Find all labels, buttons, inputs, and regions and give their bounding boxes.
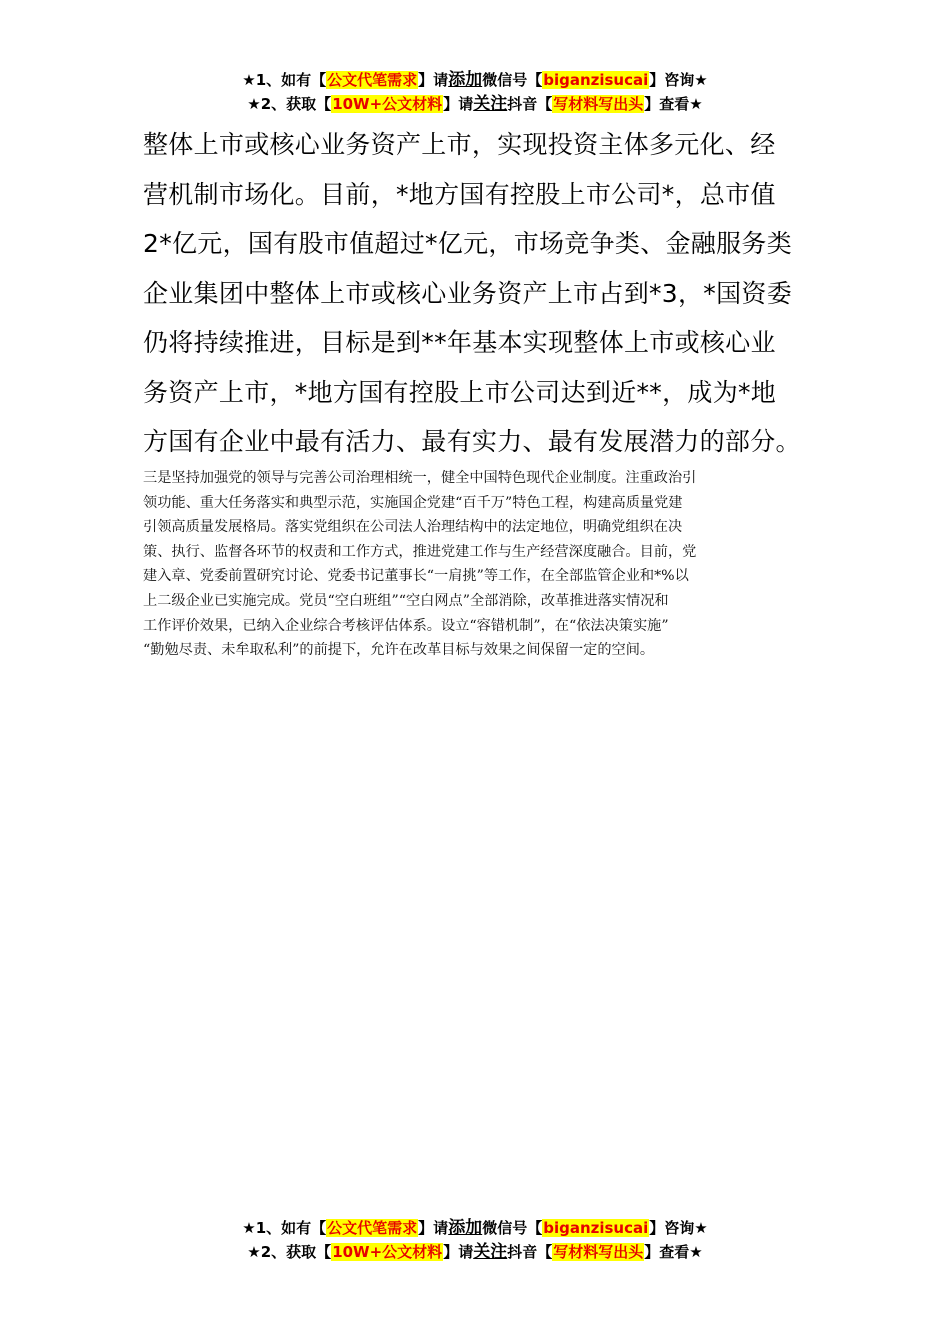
- banner-highlight: 写材料写出头: [553, 95, 644, 113]
- banner-text: 】请: [418, 71, 449, 89]
- paragraph-line: 方国有企业中最有活力、最有实力、最有发展潜力的部分。: [143, 427, 801, 456]
- bottom-banner: [0, 1216, 950, 1264]
- banner-highlight: 10W+公文材料: [332, 95, 443, 113]
- paragraph-line: 整体上市或核心业务资产上市，实现投资主体多元化、经: [143, 130, 776, 159]
- paragraph-line: 三是坚持加强党的领导与完善公司治理相统一，健全中国特色现代企业制度。注重政治引: [143, 470, 697, 486]
- paragraph-line: 建入章、党委前置研究讨论、党委书记董事长“一肩挑”等工作，在全部监管企业和*%以: [143, 568, 689, 585]
- banner-line-1: [0, 68, 950, 92]
- banner-text: 】请: [443, 1243, 474, 1261]
- banner-underline: 添加: [448, 70, 483, 90]
- banner-text: 微信号【: [482, 71, 543, 89]
- paragraph-line: 工作评价效果，已纳入企业综合考核评估体系。设立“容错机制”，在“依法决策实施”: [143, 617, 669, 634]
- paragraph-line: 领功能、重大任务落实和典型示范，实施国企党建“百千万”特色工程，构建高质量党建: [143, 494, 683, 511]
- paragraph-line: 企业集团中整体上市或核心业务资产上市占到*3，*国资委: [143, 278, 793, 308]
- banner-line-2: [0, 92, 950, 116]
- banner-text: ★1、如有【: [242, 1219, 327, 1237]
- top-banner: [0, 68, 950, 116]
- banner-text: ★1、如有【: [242, 71, 327, 89]
- banner-text: 】请: [443, 95, 474, 113]
- banner-text: 】查看★: [644, 1243, 703, 1261]
- banner-highlight: 公文代笔需求: [327, 71, 418, 89]
- paragraph-line: “勤勉尽责、未牟取私利”的前提下，允许在改革目标与效果之间保留一定的空间。: [143, 642, 655, 659]
- banner-highlight: biganzisucai: [543, 1219, 649, 1237]
- body-paragraph: [143, 466, 807, 663]
- banner-underline: 关注: [473, 94, 508, 114]
- banner-text: 抖音【: [507, 1243, 553, 1261]
- banner-line-1: [0, 1216, 950, 1240]
- paragraph-line: 上二级企业已实施完成。党员“空白班组”“空白网点”全部消除，改革推进落实情况和: [143, 592, 669, 609]
- banner-highlight: 公文代笔需求: [327, 1219, 418, 1237]
- paragraph-line: 营机制市场化。目前，*地方国有控股上市公司*，总市值: [143, 179, 776, 209]
- banner-text: 】查看★: [644, 95, 703, 113]
- banner-line-2: [0, 1240, 950, 1264]
- large-paragraph: [143, 120, 813, 467]
- paragraph-line: 仍将持续推进，目标是到**年基本实现整体上市或核心业: [143, 328, 776, 357]
- paragraph-line: 务资产上市，*地方国有控股上市公司达到近**，成为*地: [143, 377, 777, 407]
- paragraph-line: 2*亿元，国有股市值超过*亿元，市场竞争类、金融服务类: [143, 229, 793, 258]
- banner-text: 】咨询★: [649, 71, 708, 89]
- banner-text: 抖音【: [507, 95, 553, 113]
- banner-highlight: 写材料写出头: [553, 1243, 644, 1261]
- banner-highlight: biganzisucai: [543, 71, 649, 89]
- banner-text: 】请: [418, 1219, 449, 1237]
- banner-text: 微信号【: [482, 1219, 543, 1237]
- paragraph-line: 引领高质量发展格局。落实党组织在公司法人治理结构中的法定地位，明确党组织在决: [143, 519, 683, 536]
- paragraph-line: 策、执行、监督各环节的权责和工作方式，推进党建工作与生产经营深度融合。目前，党: [143, 543, 697, 560]
- banner-text: ★2、获取【: [247, 1243, 332, 1261]
- banner-underline: 添加: [448, 1218, 483, 1238]
- banner-highlight: 10W+公文材料: [332, 1243, 443, 1261]
- banner-text: 】咨询★: [649, 1219, 708, 1237]
- banner-text: ★2、获取【: [247, 95, 332, 113]
- banner-underline: 关注: [473, 1242, 508, 1262]
